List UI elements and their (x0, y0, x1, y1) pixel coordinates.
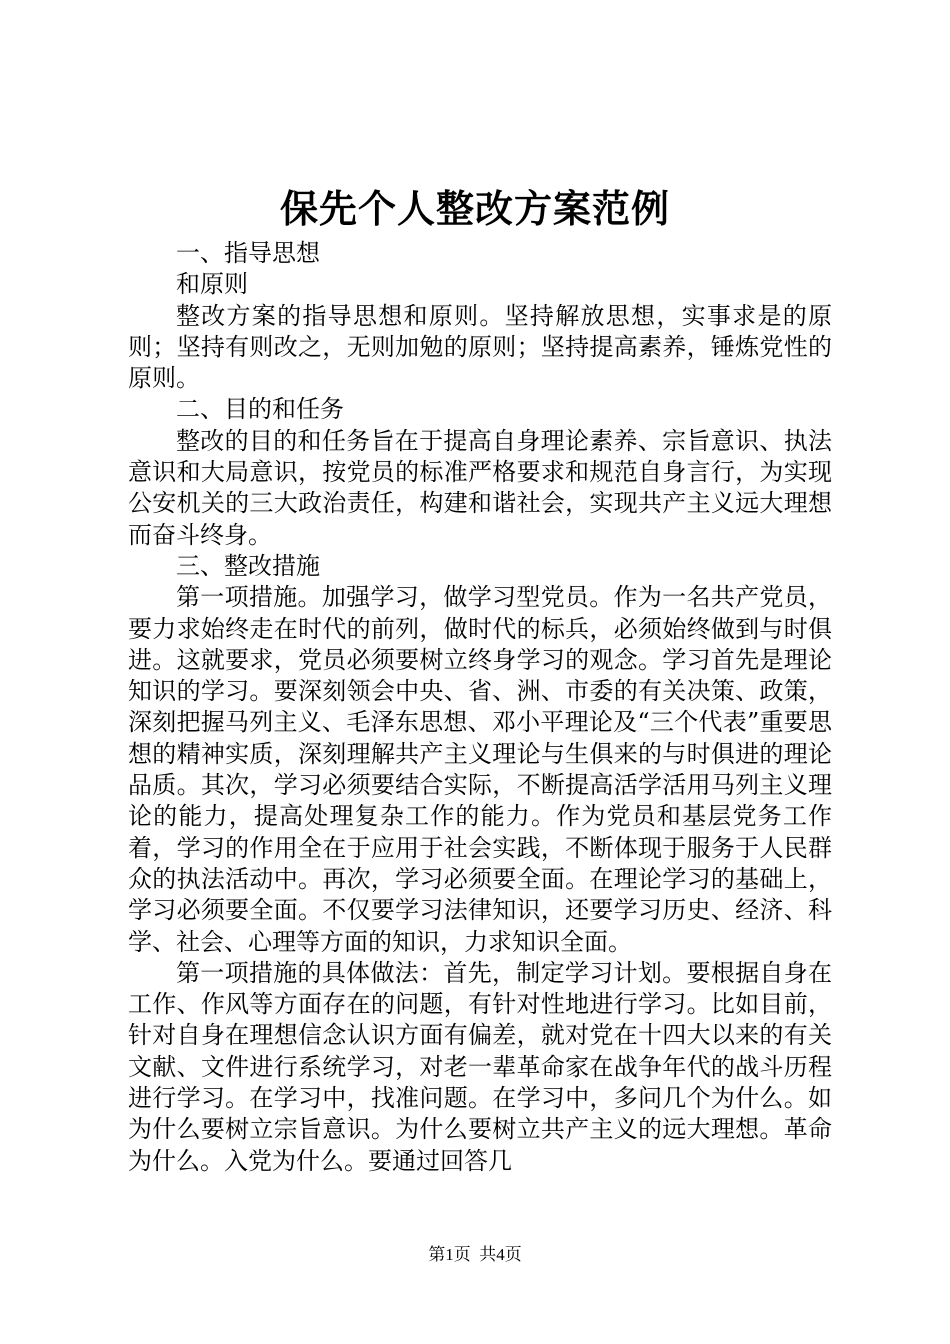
section-heading: 三、整改措施 (176, 551, 320, 580)
section-heading: 一、指导思想 (176, 239, 320, 267)
body-paragraph: 整改方案的指导思想和原则。坚持解放思想，实事求是的原则；坚持有则改之，无则加勉的原则；坚持提高素养，锤炼党性的原则。 (128, 301, 832, 393)
document-body (128, 238, 832, 1177)
page-number: 第1页 (428, 1245, 471, 1264)
body-paragraph: 整改的目的和任务旨在于提高自身理论素养、宗旨意识、执法意识和大局意识，按党员的标准严格要求和规范自身言行，为实现公安机关的三大政治责任，构建和谐社会，实现共产主义远大理想而奋斗终身。 (128, 426, 832, 549)
body-paragraph: 第一项措施的具体做法：首先，制定学习计划。要根据自身在工作、作风等方面存在的问题，有针对性地进行学习。比如目前，针对自身在理想信念认识方面有偏差，就对党在十四大以来的有关文献、文件进行系统学习，对老一辈革命家在战争年代的战斗历程进行学习。在学习中，找准问题。在学习中，多问几个为什么。如为什么要树立宗旨意识。为什么要树立共产主义的远大理想。革命为什么。入党为什么。要通过回答几 (128, 958, 832, 1175)
section-heading-continuation: 和原则 (176, 270, 248, 299)
body-paragraph: 第一项措施。加强学习，做学习型党员。作为一名共产党员，要力求始终走在时代的前列，做时代的标兵，必须始终做到与时俱进。这就要求，党员必须要树立终身学习的观念。学习首先是理论知识的学习。要深刻领会中央、省、洲、市委的有关决策、政策，深刻把握马列主义、毛泽东思想、邓小平理论及“三个代表”重要思想的精神实质，深刻理解共产主义理论与生俱来的与时俱进的理论品质。其次，学习必须要结合实际，不断提高活学活用马列主义理论的能力，提高处理复杂工作的能力。作为党员和基层党务工作着，学习的作用全在于应用于社会实践，不断体现于服务于人民群众的执法活动中。再次，学习必须要全面。在理论学习的基础上，学习必须要全面。不仅要学习法律知识，还要学习历史、经济、科学、社会、心理等方面的知识，力求知识全面。 (128, 583, 832, 956)
page-footer (0, 1244, 950, 1266)
page-total: 共4页 (479, 1245, 522, 1264)
page-title: 保先个人整改方案范例 (279, 186, 670, 231)
section-heading: 二、目的和任务 (176, 395, 344, 424)
